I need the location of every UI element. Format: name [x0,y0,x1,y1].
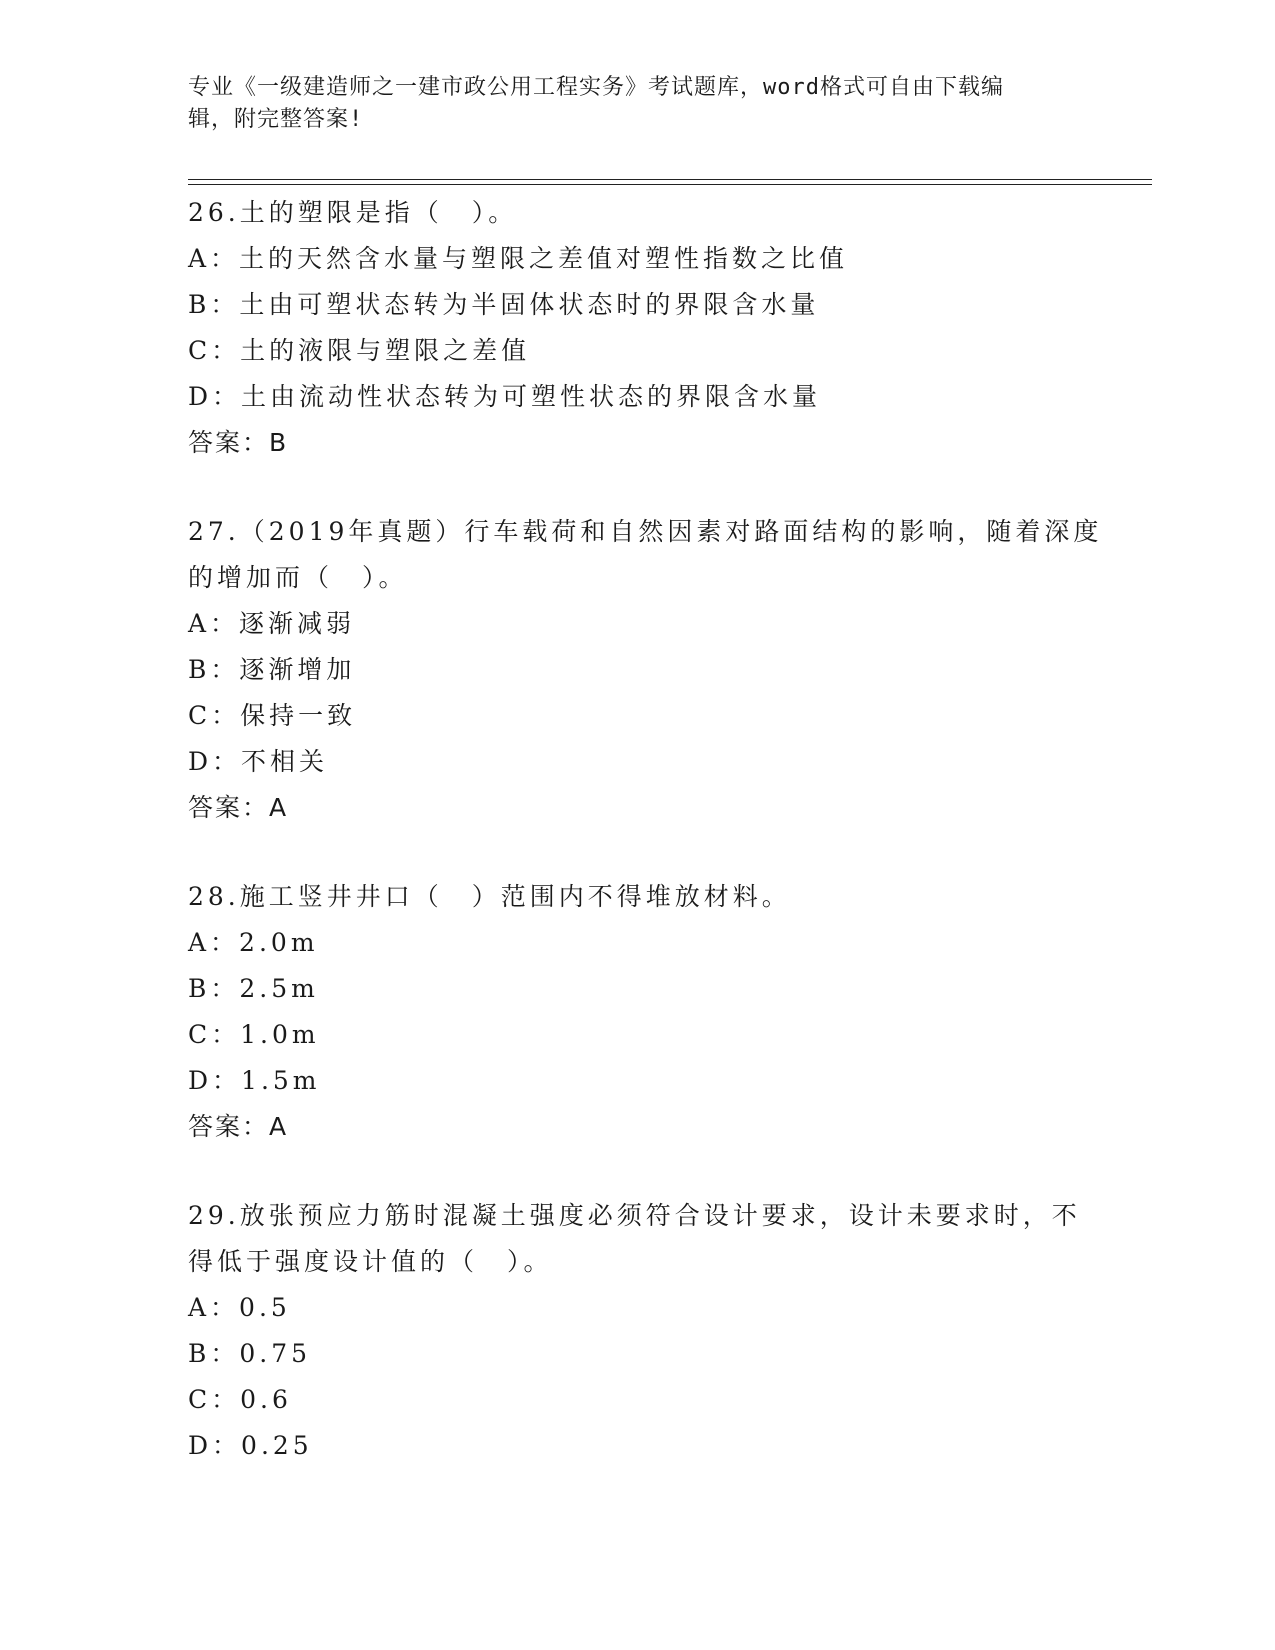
question-27 [188,509,1103,831]
answer-label: 答案：A [188,793,289,822]
option-d: D：不相关 [188,747,329,776]
question-28 [188,874,1088,1150]
question-stem: 26.土的塑限是指（ ）。 [188,198,518,227]
question-list [188,190,1103,1469]
question-stem-continued: 的增加而（ ）。 [188,563,408,592]
header-line-2: 辑，附完整答案! [188,107,364,132]
option-a: A：2.0m [188,928,319,957]
document-header [188,72,1068,136]
option-a: A：逐渐减弱 [188,609,356,638]
option-d: D：0.25 [188,1431,313,1460]
option-c: C：土的液限与塑限之差值 [188,336,531,365]
question-stem: 29.放张预应力筋时混凝土强度必须符合设计要求，设计未要求时，不 [188,1201,1081,1230]
question-stem: 27.（2019年真题）行车载荷和自然因素对路面结构的影响，随着深度 [188,517,1103,546]
option-c: C：0.6 [188,1385,292,1414]
option-b: B：0.75 [188,1339,312,1368]
option-a: A：0.5 [188,1293,291,1322]
question-stem-continued: 得低于强度设计值的（ ）。 [188,1247,553,1276]
option-a: A：土的天然含水量与塑限之差值对塑性指数之比值 [188,244,849,273]
option-b: B：2.5m [188,974,319,1003]
answer-label: 答案：B [188,428,289,457]
question-29 [188,1193,1088,1469]
header-divider-top [188,179,1152,180]
option-c: C：保持一致 [188,701,357,730]
header-divider-bottom [188,184,1152,185]
answer-label: 答案：A [188,1112,289,1141]
option-b: B：逐渐增加 [188,655,356,684]
question-26 [188,190,1088,466]
option-d: D：1.5m [188,1066,321,1095]
option-c: C：1.0m [188,1020,320,1049]
option-d: D：土由流动性状态转为可塑性状态的界限含水量 [188,382,822,411]
question-stem: 28.施工竖井井口（ ）范围内不得堆放材料。 [188,882,791,911]
header-line-1: 专业《一级建造师之一建市政公用工程实务》考试题库，word格式可自由下载编 [188,75,1004,100]
option-b: B：土由可塑状态转为半固体状态时的界限含水量 [188,290,820,319]
